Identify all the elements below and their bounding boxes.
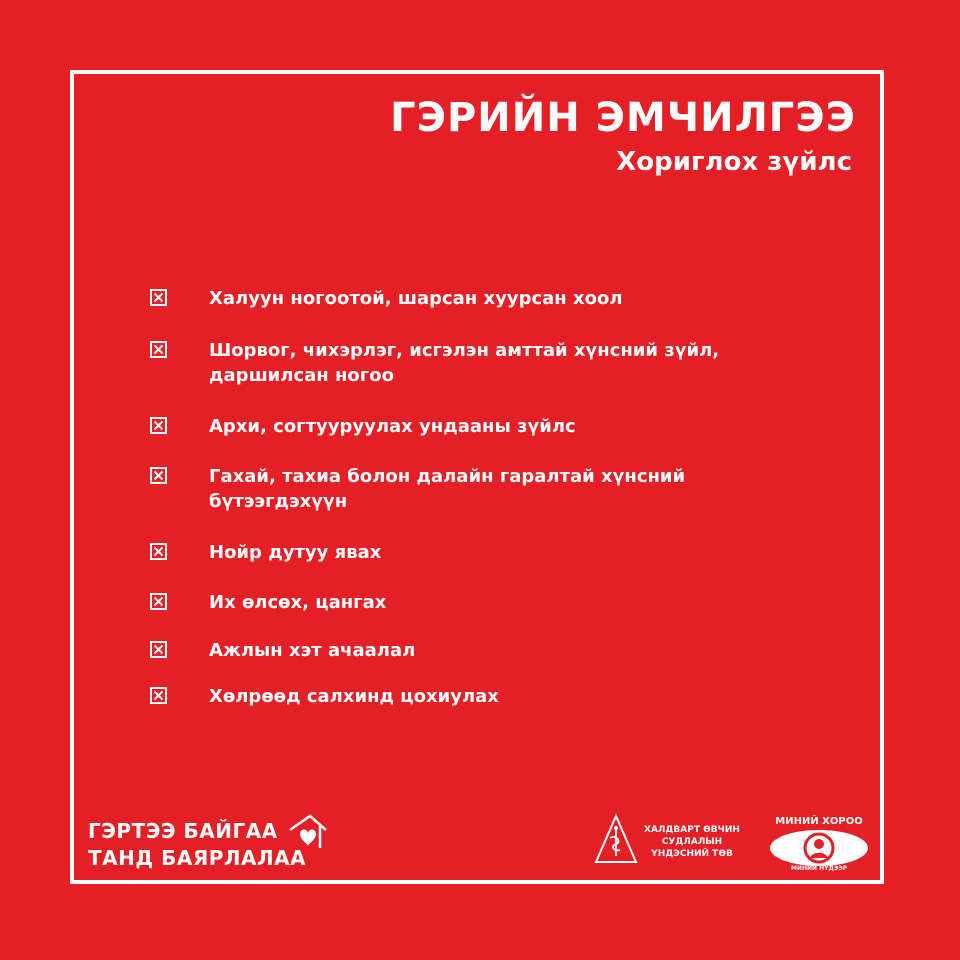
nccd-logo — [592, 812, 752, 872]
list-item-text: Ажлын хэт ачаалал — [209, 640, 416, 661]
campaign-line-1: ГЭРТЭЭ БАЙГАА — [88, 819, 278, 843]
list-item — [150, 414, 790, 439]
list-item-text: Гахай, тахиа болон далайн гаралтай хүнсний бүтээгдэхүүн — [209, 466, 686, 512]
list-item-text: Их өлсөх, цангах — [209, 592, 387, 613]
nccd-label: ХАЛДВАРТ ӨВЧИН СУДЛАЛЫН ҮНДЭСНИЙ ТӨВ — [644, 825, 740, 859]
list-item — [150, 338, 790, 388]
list-item — [150, 464, 790, 514]
list-item-text: Шорвог, чихэрлэг, исгэлэн амттай хүнсний зүйл, даршилсан ногоо — [209, 340, 720, 386]
x-checkbox-icon — [150, 467, 167, 484]
list-item-text: Нойр дутуу явах — [209, 542, 382, 563]
house-heart-icon — [286, 812, 330, 852]
miniy-khoroo-logo — [764, 816, 874, 876]
x-checkbox-icon — [150, 341, 167, 358]
x-checkbox-icon — [150, 417, 167, 434]
list-item — [150, 540, 790, 565]
khoroo-top-label: МИНИЙ ХОРОО — [775, 816, 863, 827]
x-checkbox-icon — [150, 687, 167, 704]
x-checkbox-icon — [150, 593, 167, 610]
list-item-text: Хөлрөөд салхинд цохиулах — [209, 686, 499, 707]
list-item-text: Халуун ногоотой, шарсан хуурсан хоол — [209, 288, 623, 309]
list-item — [150, 684, 790, 709]
list-item — [150, 286, 790, 311]
triangle-emblem-icon — [592, 812, 640, 868]
person-icon — [770, 830, 868, 866]
list-item — [150, 638, 790, 663]
x-checkbox-icon — [150, 543, 167, 560]
list-item — [150, 590, 790, 615]
campaign-logo — [88, 818, 306, 872]
x-checkbox-icon — [150, 289, 167, 306]
page-subtitle: Хориглох зүйлс — [616, 147, 852, 177]
page-title: ГЭРИЙН ЭМЧИЛГЭЭ — [390, 95, 856, 141]
campaign-line-2: ТАНД БАЯРЛАЛАА — [88, 846, 307, 870]
logo-oval — [770, 830, 868, 866]
list-item-text: Архи, согтууруулах ундааны зүйлс — [209, 416, 576, 437]
khoroo-bottom-label: МИНИЙ НҮДЭЭР — [790, 865, 848, 872]
x-checkbox-icon — [150, 641, 167, 658]
